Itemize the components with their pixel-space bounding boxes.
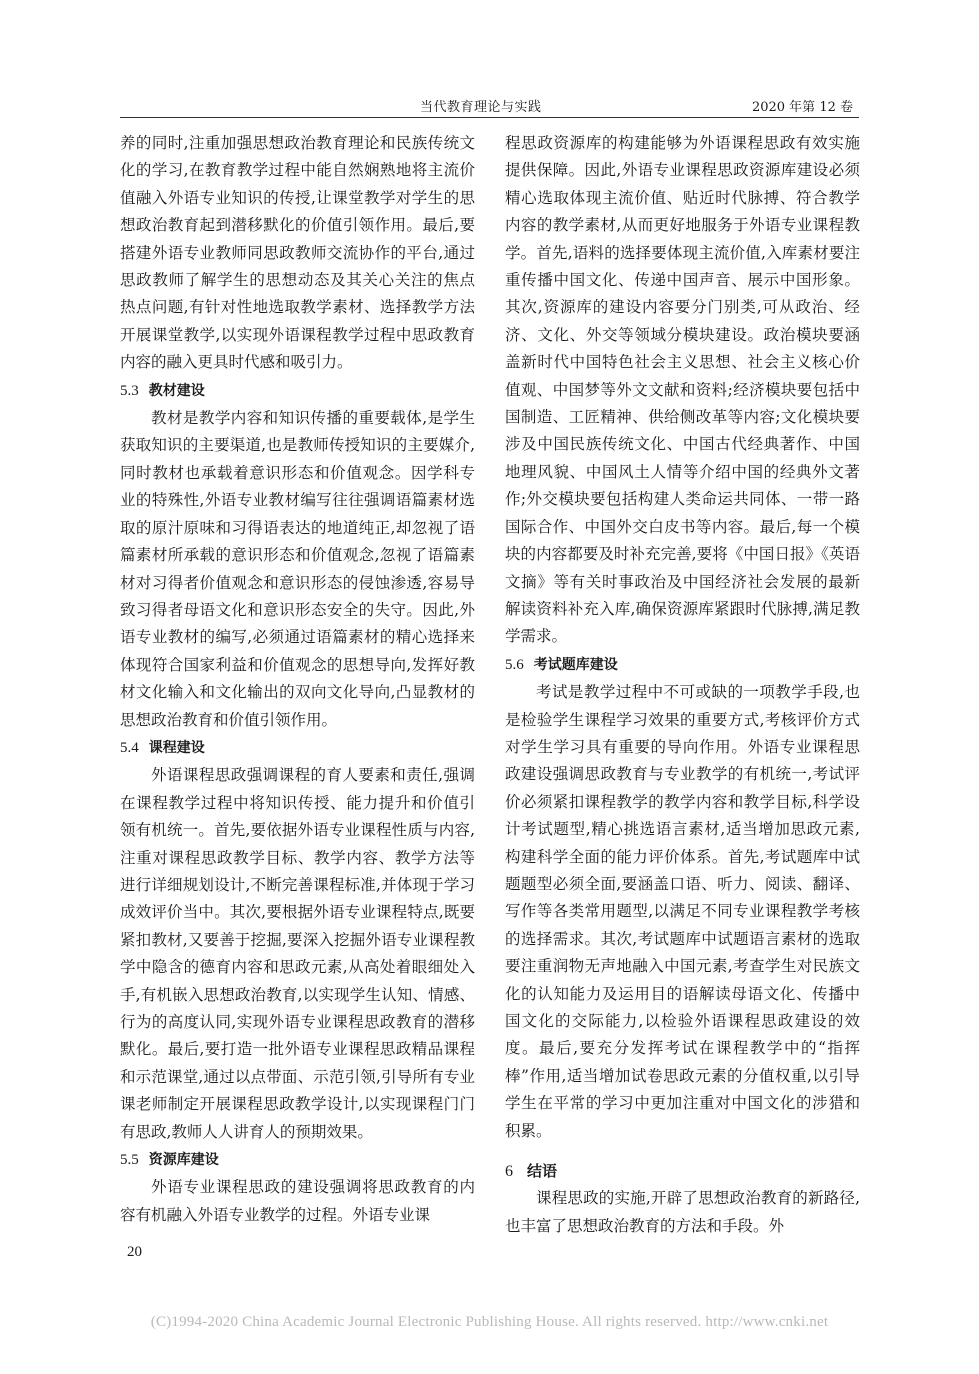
right-column [505, 130, 860, 1240]
section-title: 教材建设 [148, 382, 205, 399]
paragraph: 考试是教学过程中不可或缺的一项教学手段,也是检验学生课程学习效果的重要方式,考核评价方式对学生学习具有重要的导向作用。外语专业课程思政建设强调思政教育与专业教学的有机统一,考试评价必须紧扣课程教学的教学内容和教学目标,科学设计考试题型,精心挑选语言素材,适当增加思政元素,构建科学全面的能力评价体系。首先,考试题库中试题题型必须全面,要涵盖口语、听力、阅读、翻译、写作等各类常用题型,以满足不同专业课程教学考核的选择需求。其次,考试题库中试题语言素材的选取要注重润物无声地融入中国元素,考查学生对民族文化的认知能力及运用目的语解读母语文化、传播中国文化的交际能力,以检验外语课程思政建设的效度。最后,要充分发挥考试在课程教学中的“指挥棒”作用,适当增加试卷思政元素的分值权重,以引导学生在平常的学习中更加注重对中国文化的涉猎和积累。 [505, 683, 860, 1140]
paragraph-continued: 程思政资源库的构建能够为外语课程思政有效实施提供保障。因此,外语专业课程思政资源库建设必须精心选取体现主流价值、贴近时代脉搏、符合教学内容的教学素材,从而更好地服务于外语专业课程教学。首先,语料的选择要体现主流价值,入库素材要注重传播中国文化、传递中国声音、展示中国形象。其次,资源库的建设内容要分门别类,可从政治、经济、文化、外交等领域分模块建设。政治模块要涵盖新时代中国特色社会主义思想、社会主义核心价值观、中国梦等外文文献和资料;经济模块要包括中国制造、工匠精神、供给侧改革等内容;文化模块要涉及中国民族传统文化、中国古代经典著作、中国地理风貌、中国风土人情等介绍中国的经典外文著作;外交模块要包括构建人类命运共同体、一带一路国际合作、中国外交白皮书等内容。最后,每一个模块的内容都要及时补充完善,要将《中国日报》《英语文摘》等有关时事政治及中国经济社会发展的最新解读资料补充入库,确保资源库紧跟时代脉搏,满足教学需求。 [505, 134, 860, 646]
section-heading-5-6 [505, 651, 860, 679]
section-number: 5.3 [120, 382, 139, 399]
section-title: 结语 [527, 1162, 558, 1181]
running-header [120, 94, 859, 118]
section-title: 课程建设 [148, 739, 205, 756]
left-column [120, 130, 475, 1229]
section-number: 5.6 [505, 656, 524, 673]
page-number: 20 [127, 1244, 142, 1260]
section-heading-5-4 [120, 734, 475, 762]
header-rule [120, 117, 859, 118]
section-title: 资源库建设 [148, 1152, 219, 1169]
paragraph-continued: 养的同时,注重加强思想政治教育理论和民族传统文化的学习,在教育教学过程中能自然娴熟地将主流价值融入外语专业知识的传授,让课堂教学对学生的思想政治教育起到潜移默化的价值引领作用。最后,要搭建外语专业教师同思政教师交流协作的平台,通过思政教师了解学生的思想动态及其关心关注的焦点热点问题,有针对性地选取教学素材、选择教学方法开展课堂教学,以实现外语课程教学过程中思政教育内容的融入更具时代感和吸引力。 [120, 134, 475, 372]
journal-title: 当代教育理论与实践 [420, 100, 542, 115]
section-number: 6 [505, 1163, 513, 1181]
section-heading-5-3 [120, 377, 475, 405]
paragraph: 教材是教学内容和知识传播的重要载体,是学生获取知识的主要渠道,也是教师传授知识的主要媒介,同时教材也承载着意识形态和价值观念。因学科专业的特殊性,外语专业教材编写往往强调语篇素材选取的原汁原味和习得语表达的地道纯正,却忽视了语篇素材所承载的意识形态和价值观念,忽视了语篇素材对习得者价值观念和意识形态的侵蚀渗透,容易导致习得者母语文化和意识形态安全的失守。因此,外语专业教材的编写,必须通过语篇素材的精心选择来体现符合国家利益和价值观念的思想导向,发挥好教材文化输入和文化输出的双向文化导向,凸显教材的思想政治教育和价值引领作用。 [120, 409, 475, 729]
paragraph: 外语专业课程思政的建设强调将思政教育的内容有机融入外语专业教学的过程。外语专业课 [120, 1178, 475, 1224]
section-number: 5.4 [120, 739, 139, 756]
section-heading-5-5 [120, 1146, 475, 1174]
section-heading-6 [505, 1157, 860, 1185]
paragraph: 课程思政的实施,开辟了思想政治教育的新路径,也丰富了思想政治教育的方法和手段。外 [505, 1189, 860, 1235]
volume-label: 2020 年第 12 卷 [751, 100, 853, 115]
copyright-footer: (C)1994-2020 China Academic Journal Electronic Publishing House. All rights reserved. http://www.cnki.net [150, 1314, 829, 1330]
section-title: 考试题库建设 [533, 656, 618, 673]
section-number: 5.5 [120, 1152, 139, 1169]
paragraph: 外语课程思政强调课程的育人要素和责任,强调在课程教学过程中将知识传授、能力提升和价值引领有机统一。首先,要依据外语专业课程性质与内容,注重对课程思政教学目标、教学内容、教学方法等进行详细规划设计,不断完善课程标准,并体现于学习成效评价当中。其次,要根据外语专业课程特点,既要紧扣教材,又要善于挖掘,要深入挖掘外语专业课程教学中隐含的德育内容和思政元素,从高处着眼细处入手,有机嵌入思想政治教育,以实现学生认知、情感、行为的高度认同,实现外语专业课程思政教育的潜移默化。最后,要打造一批外语专业课程思政精品课程和示范课堂,通过以点带面、示范引领,引导所有专业课老师制定开展课程思政教学设计,以实现课程门门有思政,教师人人讲育人的预期效果。 [120, 766, 475, 1141]
